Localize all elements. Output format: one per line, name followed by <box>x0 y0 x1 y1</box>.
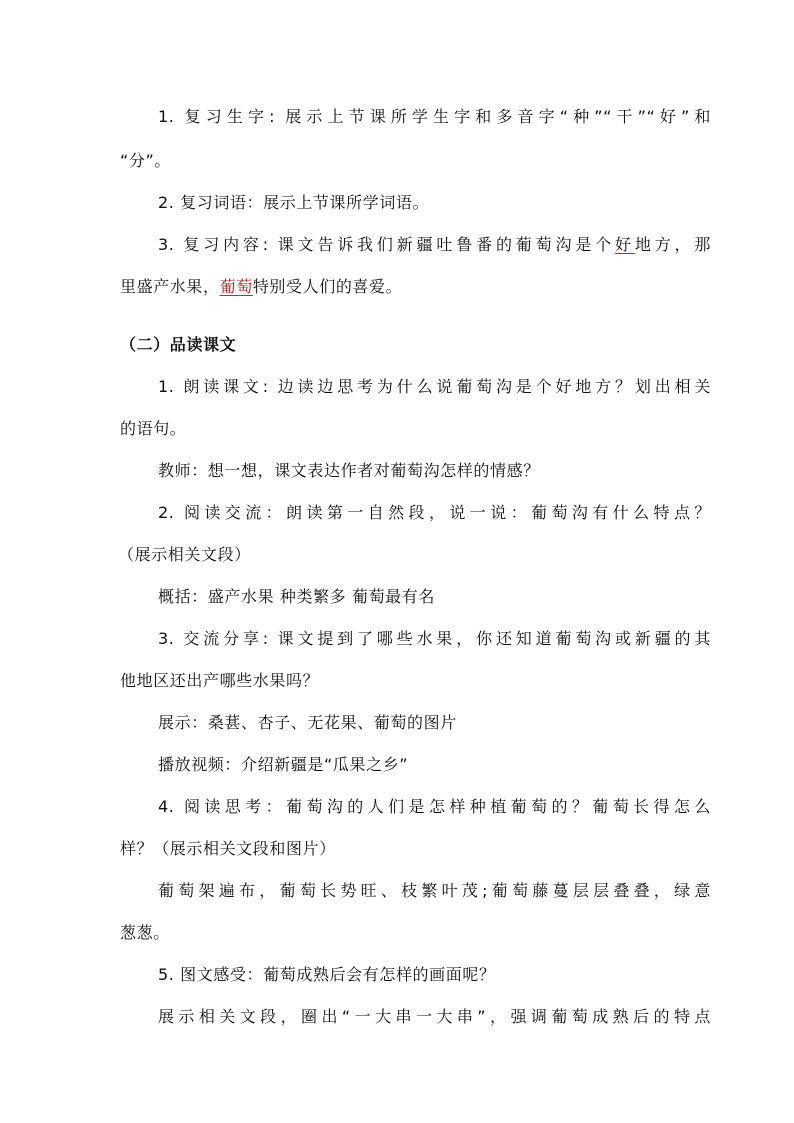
paragraph-text: 2. 阅读交流：朗读第一自然段，说一说：葡萄沟有什么特点？ <box>158 503 711 522</box>
paragraph-text: 葱葱。 <box>120 923 170 942</box>
annotated-word-grape: 葡萄 <box>219 277 253 296</box>
teacher-prompt-line <box>158 460 794 482</box>
paragraph-text: 地方，那 <box>634 235 711 254</box>
section-heading-text: （二）品读课文 <box>120 335 237 354</box>
share-line-2 <box>120 670 794 692</box>
summary-line <box>158 586 794 608</box>
paragraph-text: 5. 图文感受：葡萄成熟后会有怎样的画面呢？ <box>158 965 496 984</box>
paragraph-text: 的语句。 <box>120 419 187 438</box>
reading-exchange-line-2 <box>118 544 794 566</box>
review-content-line-2 <box>120 276 794 298</box>
read-aloud-line-1 <box>158 376 711 398</box>
reading-exchange-line-1 <box>158 502 711 524</box>
review-content-line-1 <box>158 234 711 256</box>
section-heading <box>120 334 794 356</box>
play-video-line <box>158 754 794 776</box>
paragraph-text: 他地区还出产哪些水果吗？ <box>120 671 320 690</box>
paragraph-text: 3. 交流分享: 课文提到了哪些水果，你还知道葡萄沟或新疆的其 <box>158 629 711 648</box>
annotated-word-good: 好 <box>615 235 635 254</box>
paragraph-text: 特别受人们的喜爱。 <box>252 277 403 296</box>
paragraph-text: “分”。 <box>120 151 171 170</box>
vine-description-line-2 <box>120 922 794 944</box>
read-aloud-line-2 <box>120 418 794 440</box>
paragraph-text: 1. 复习生字: 展示上节课所学生字和多音字“种”“干”“好”和 <box>158 107 711 126</box>
paragraph-text: 播放视频：介绍新疆是“瓜果之乡” <box>158 755 409 774</box>
paragraph-text: 1. 朗读课文: 边读边思考为什么说葡萄沟是个好地方？划出相关 <box>158 377 711 396</box>
paragraph-text: 3. 复习内容: 课文告诉我们新疆吐鲁番的葡萄沟是个 <box>158 235 616 254</box>
paragraph-text: 教师：想一想，课文表达作者对葡萄沟怎样的情感？ <box>158 461 540 480</box>
paragraph-text: 展示相关文段，圈出“一大串一大串”，强调葡萄成熟后的特点 <box>158 1007 711 1026</box>
paragraph-text: 葡萄架遍布，葡萄长势旺、枝繁叶茂;葡萄藤蔓层层叠叠，绿意 <box>158 881 711 900</box>
paragraph-text: 概括：盛产水果 种类繁多 葡萄最有名 <box>158 587 435 606</box>
paragraph-text: （展示相关文段） <box>118 545 251 564</box>
circle-phrase-line <box>158 1006 711 1028</box>
review-words-line <box>158 192 794 214</box>
review-characters-line-1 <box>158 106 711 128</box>
reading-thinking-line-1 <box>158 796 711 818</box>
paragraph-text: 展示：桑葚、杏子、无花果、葡萄的图片 <box>158 713 457 732</box>
reading-thinking-line-2 <box>120 838 794 860</box>
paragraph-text: 4. 阅读思考：葡萄沟的人们是怎样种植葡萄的？葡萄长得怎么 <box>158 797 711 816</box>
paragraph-text: 样？（展示相关文段和图片） <box>120 839 336 858</box>
paragraph-text: 里盛产水果， <box>120 277 220 296</box>
review-characters-line-2 <box>120 150 794 172</box>
paragraph-text: 2. 复习词语：展示上节课所学词语。 <box>158 193 430 212</box>
picture-feeling-line <box>158 964 794 986</box>
vine-description-line-1 <box>158 880 711 902</box>
share-line-1 <box>158 628 711 650</box>
show-pictures-line <box>158 712 794 734</box>
